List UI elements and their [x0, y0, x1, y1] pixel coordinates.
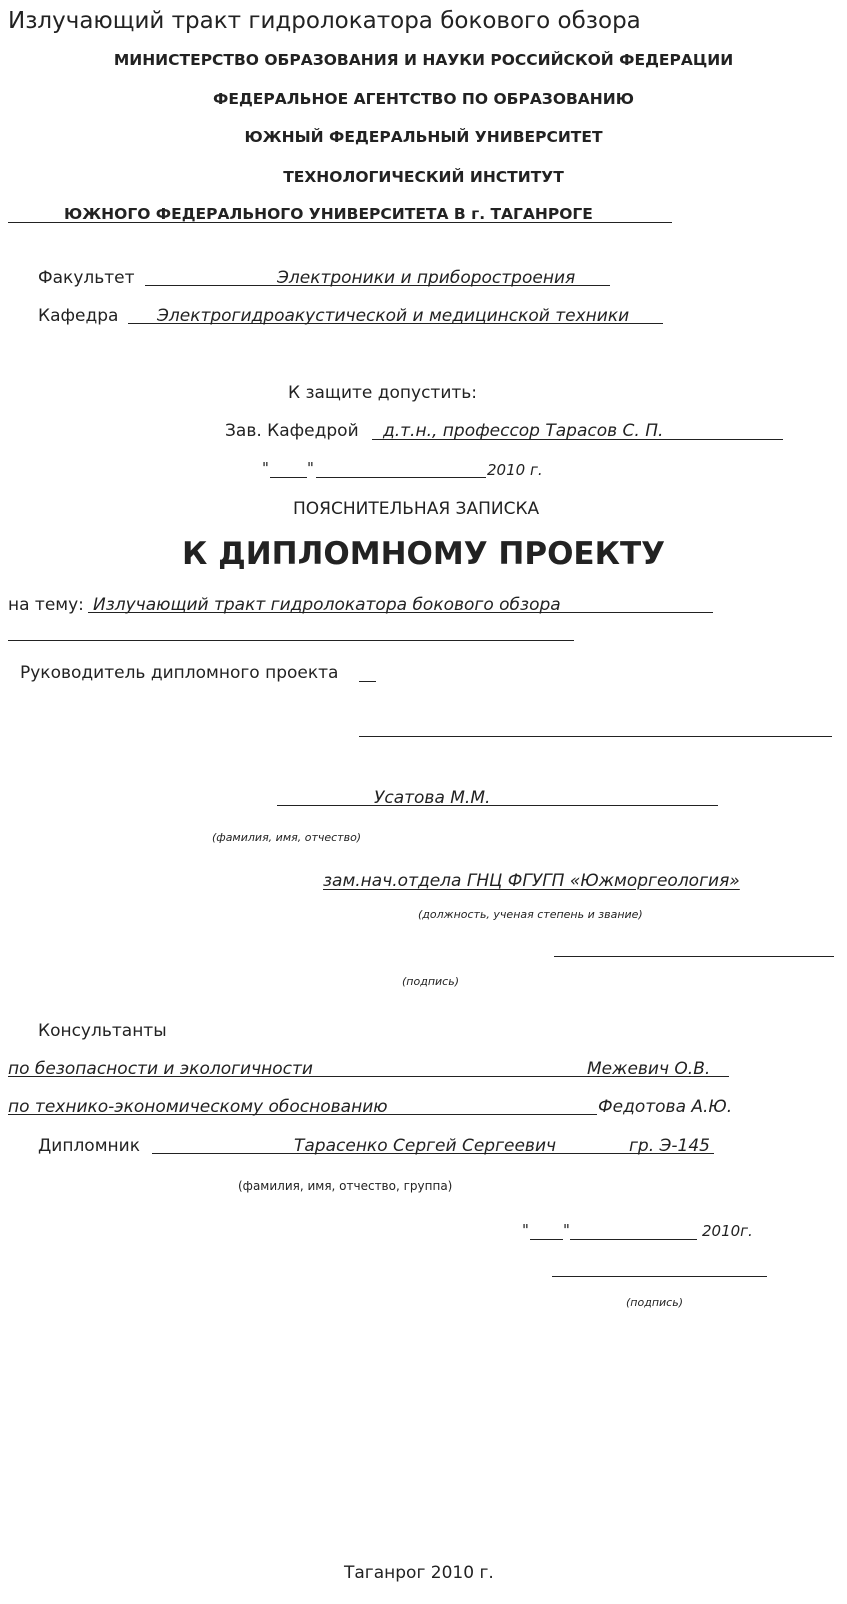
department-value: Электрогидроакустической и медицинской техники	[157, 306, 630, 326]
approval-date-quote-close: "	[307, 459, 314, 477]
supervisor-label-underline	[359, 681, 376, 682]
footer-city-year: Таганрог 2010 г.	[344, 1563, 494, 1583]
institute-line: ТЕХНОЛОГИЧЕСКИЙ ИНСТИТУТ	[283, 168, 564, 186]
student-label: Дипломник	[38, 1136, 140, 1156]
department-head-value: д.т.н., профессор Тарасов С. П.	[383, 421, 664, 441]
consultant-economics-topic: по технико-экономическому обоснованию	[8, 1097, 388, 1117]
approval-date-quote-open: "	[262, 459, 269, 477]
consultant-safety-topic: по безопасности и экологичности	[8, 1059, 313, 1079]
student-caption: (фамилия, имя, отчество, группа)	[238, 1179, 453, 1193]
supervisor-name: Усатова М.М.	[374, 788, 491, 808]
student-date-year: 2010г.	[702, 1222, 753, 1240]
approval-date-year: 2010 г.	[487, 461, 543, 479]
page-title: Излучающий тракт гидролокатора бокового обзора	[8, 8, 641, 34]
university-line: ЮЖНЫЙ ФЕДЕРАЛЬНЫЙ УНИВЕРСИТЕТ	[244, 128, 603, 146]
supervisor-position: зам.нач.отдела ГНЦ ФГУГП «Южморгеология»	[323, 871, 740, 891]
supervisor-position-caption: (должность, ученая степень и звание)	[418, 908, 643, 921]
student-group: гр. Э-145	[629, 1136, 710, 1156]
supervisor-signature-caption: (подпись)	[402, 975, 459, 988]
topic-value: Излучающий тракт гидролокатора бокового обзора	[93, 595, 561, 615]
topic-second-line	[8, 640, 574, 641]
university-city-line: ЮЖНОГО ФЕДЕРАЛЬНОГО УНИВЕРСИТЕТА В г. ТАГАНРОГЕ	[64, 205, 593, 223]
supervisor-name-caption: (фамилия, имя, отчество)	[212, 831, 362, 844]
supervisor-label: Руководитель дипломного проекта	[20, 663, 339, 683]
student-signature-line	[552, 1276, 767, 1277]
agency-line: ФЕДЕРАЛЬНОЕ АГЕНТСТВО ПО ОБРАЗОВАНИЮ	[213, 90, 634, 108]
consultant-safety-name: Межевич О.В.	[587, 1059, 711, 1079]
student-date-quote-open: "	[522, 1221, 529, 1239]
faculty-label: Факультет	[38, 268, 135, 288]
department-head-label: Зав. Кафедрой	[225, 421, 359, 441]
department-label: Кафедра	[38, 306, 119, 326]
ministry-line: МИНИСТЕРСТВО ОБРАЗОВАНИЯ И НАУКИ РОССИЙСКОЙ ФЕДЕРАЦИИ	[113, 51, 734, 69]
consultant-economics-name: Федотова А.Ю.	[598, 1097, 733, 1117]
supervisor-signature-line	[554, 956, 834, 957]
student-date-month-line	[570, 1239, 697, 1240]
diploma-project-title: К ДИПЛОМНОМУ ПРОЕКТУ	[182, 536, 665, 572]
topic-label: на тему:	[8, 595, 84, 615]
student-date-quote-close: "	[563, 1221, 570, 1239]
faculty-value: Электроники и приборостроения	[277, 268, 576, 288]
student-name: Тарасенко Сергей Сергеевич	[294, 1136, 557, 1156]
consultants-heading: Консультанты	[38, 1021, 167, 1041]
approval-date-day-line	[270, 477, 307, 478]
approval-heading: К защите допустить:	[288, 383, 478, 403]
explanatory-note-title: ПОЯСНИТЕЛЬНАЯ ЗАПИСКА	[293, 499, 540, 519]
supervisor-name-underline	[277, 805, 718, 806]
student-date-day-line	[530, 1239, 563, 1240]
supervisor-blank-line	[359, 736, 832, 737]
student-signature-caption: (подпись)	[626, 1296, 683, 1309]
approval-date-month-line	[316, 477, 486, 478]
